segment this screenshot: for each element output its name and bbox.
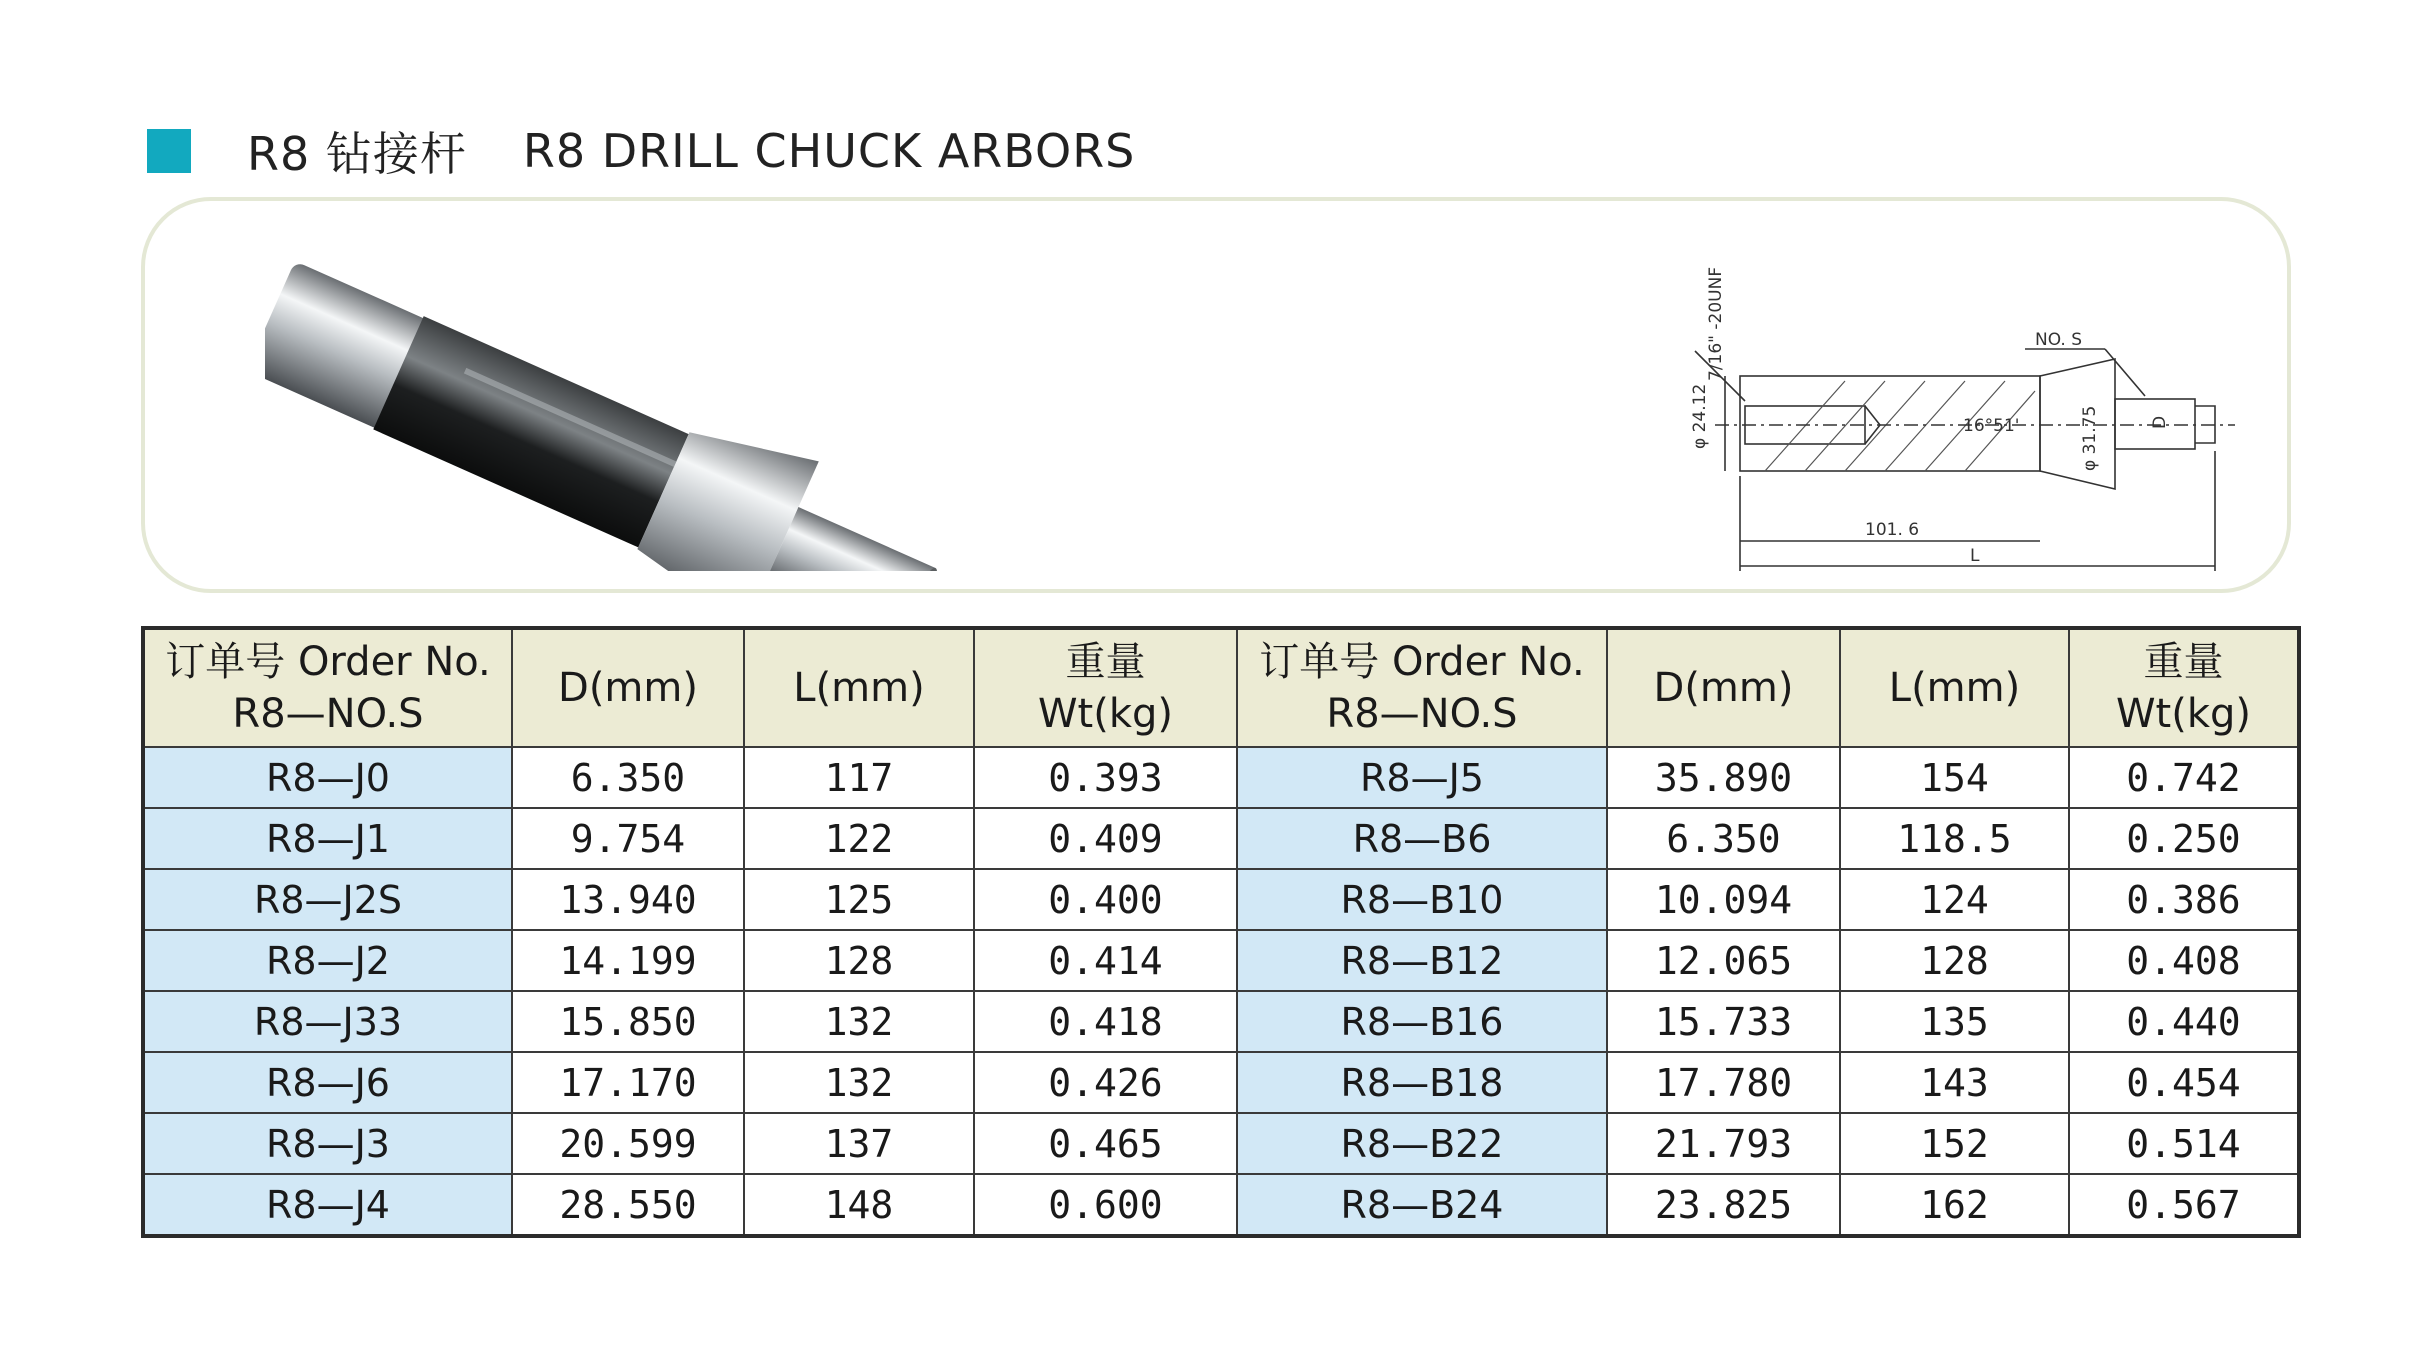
cell-weight: 0.393	[974, 747, 1237, 808]
cell-l: 132	[744, 1052, 974, 1113]
technical-drawing	[1515, 221, 2235, 581]
cell-d-2: 12.065	[1607, 930, 1840, 991]
table-row	[143, 1113, 2299, 1174]
cell-d: 20.599	[512, 1113, 744, 1174]
cell-order-no-2: R8—B18	[1237, 1052, 1607, 1113]
header-weight-2: 重量 Wt(kg)	[2069, 628, 2299, 747]
cell-weight: 0.414	[974, 930, 1237, 991]
cell-weight-2: 0.440	[2069, 991, 2299, 1052]
cell-d: 13.940	[512, 869, 744, 930]
header-d: D(mm)	[512, 628, 744, 747]
cell-l: 148	[744, 1174, 974, 1236]
cell-weight-2: 0.567	[2069, 1174, 2299, 1236]
cell-d-2: 35.890	[1607, 747, 1840, 808]
cell-l: 125	[744, 869, 974, 930]
drawing-thread-label: 7/16" -20UNF	[1706, 266, 1726, 381]
table-row	[143, 1052, 2299, 1113]
cell-order-no: R8—J1	[143, 808, 512, 869]
cell-order-no-2: R8—B12	[1237, 930, 1607, 991]
cell-order-no: R8—J33	[143, 991, 512, 1052]
title-accent-square	[147, 129, 191, 173]
cell-order-no: R8—J0	[143, 747, 512, 808]
drawing-dia-left: φ 24.12	[1690, 383, 1710, 449]
cell-order-no: R8—J2	[143, 930, 512, 991]
cell-weight-2: 0.386	[2069, 869, 2299, 930]
cell-l-2: 162	[1840, 1174, 2069, 1236]
cell-d-2: 15.733	[1607, 991, 1840, 1052]
cell-weight: 0.418	[974, 991, 1237, 1052]
cell-weight-2: 0.742	[2069, 747, 2299, 808]
cell-l: 117	[744, 747, 974, 808]
page-title	[147, 118, 1135, 184]
cell-weight-2: 0.408	[2069, 930, 2299, 991]
cell-l-2: 152	[1840, 1113, 2069, 1174]
table-row	[143, 991, 2299, 1052]
cell-d-2: 23.825	[1607, 1174, 1840, 1236]
cell-d: 15.850	[512, 991, 744, 1052]
spec-table	[141, 626, 2301, 1238]
cell-weight: 0.465	[974, 1113, 1237, 1174]
cell-l-2: 154	[1840, 747, 2069, 808]
product-image-panel	[141, 197, 2291, 593]
cell-order-no-2: R8—B22	[1237, 1113, 1607, 1174]
table-body	[143, 747, 2299, 1236]
drawing-total-label: L	[1970, 546, 1980, 566]
drawing-angle: 16°51'	[1963, 416, 2020, 436]
table-header-row	[143, 628, 2299, 747]
cell-d: 17.170	[512, 1052, 744, 1113]
cell-l-2: 135	[1840, 991, 2069, 1052]
cell-d-2: 17.780	[1607, 1052, 1840, 1113]
header-order-no: 订单号 Order No. R8—NO.S	[143, 628, 512, 747]
drawing-dia-right: φ 31.75	[2080, 405, 2100, 471]
cell-weight: 0.400	[974, 869, 1237, 930]
cell-d: 6.350	[512, 747, 744, 808]
cell-d-2: 21.793	[1607, 1113, 1840, 1174]
cell-l: 132	[744, 991, 974, 1052]
table-row	[143, 930, 2299, 991]
drawing-d-label: D	[2150, 415, 2170, 429]
cell-order-no: R8—J4	[143, 1174, 512, 1236]
header-l-2: L(mm)	[1840, 628, 2069, 747]
cell-l: 122	[744, 808, 974, 869]
cell-order-no: R8—J6	[143, 1052, 512, 1113]
cell-weight-2: 0.514	[2069, 1113, 2299, 1174]
cell-d: 9.754	[512, 808, 744, 869]
cell-d: 28.550	[512, 1174, 744, 1236]
cell-d: 14.199	[512, 930, 744, 991]
cell-order-no: R8—J3	[143, 1113, 512, 1174]
table-row	[143, 1174, 2299, 1236]
cell-weight-2: 0.454	[2069, 1052, 2299, 1113]
table-row	[143, 869, 2299, 930]
cell-order-no: R8—J2S	[143, 869, 512, 930]
title-chinese: R8 钻接杆	[247, 127, 467, 181]
cell-l-2: 128	[1840, 930, 2069, 991]
cell-l: 137	[744, 1113, 974, 1174]
drawing-no-label: NO. S	[2035, 330, 2083, 350]
cell-d-2: 6.350	[1607, 808, 1840, 869]
header-d-2: D(mm)	[1607, 628, 1840, 747]
header-l: L(mm)	[744, 628, 974, 747]
cell-order-no-2: R8—B6	[1237, 808, 1607, 869]
cell-weight: 0.409	[974, 808, 1237, 869]
cell-weight: 0.426	[974, 1052, 1237, 1113]
cell-order-no-2: R8—J5	[1237, 747, 1607, 808]
table-row	[143, 808, 2299, 869]
arbor-photo	[265, 221, 1125, 571]
table-row	[143, 747, 2299, 808]
cell-l-2: 118.5	[1840, 808, 2069, 869]
header-weight: 重量 Wt(kg)	[974, 628, 1237, 747]
cell-order-no-2: R8—B10	[1237, 869, 1607, 930]
cell-weight: 0.600	[974, 1174, 1237, 1236]
cell-weight-2: 0.250	[2069, 808, 2299, 869]
drawing-length-label: 101. 6	[1865, 520, 1920, 540]
cell-l-2: 124	[1840, 869, 2069, 930]
cell-l-2: 143	[1840, 1052, 2069, 1113]
cell-d-2: 10.094	[1607, 869, 1840, 930]
cell-order-no-2: R8—B16	[1237, 991, 1607, 1052]
cell-l: 128	[744, 930, 974, 991]
header-order-no-2: 订单号 Order No. R8—NO.S	[1237, 628, 1607, 747]
cell-order-no-2: R8—B24	[1237, 1174, 1607, 1236]
title-english: R8 DRILL CHUCK ARBORS	[522, 124, 1136, 178]
